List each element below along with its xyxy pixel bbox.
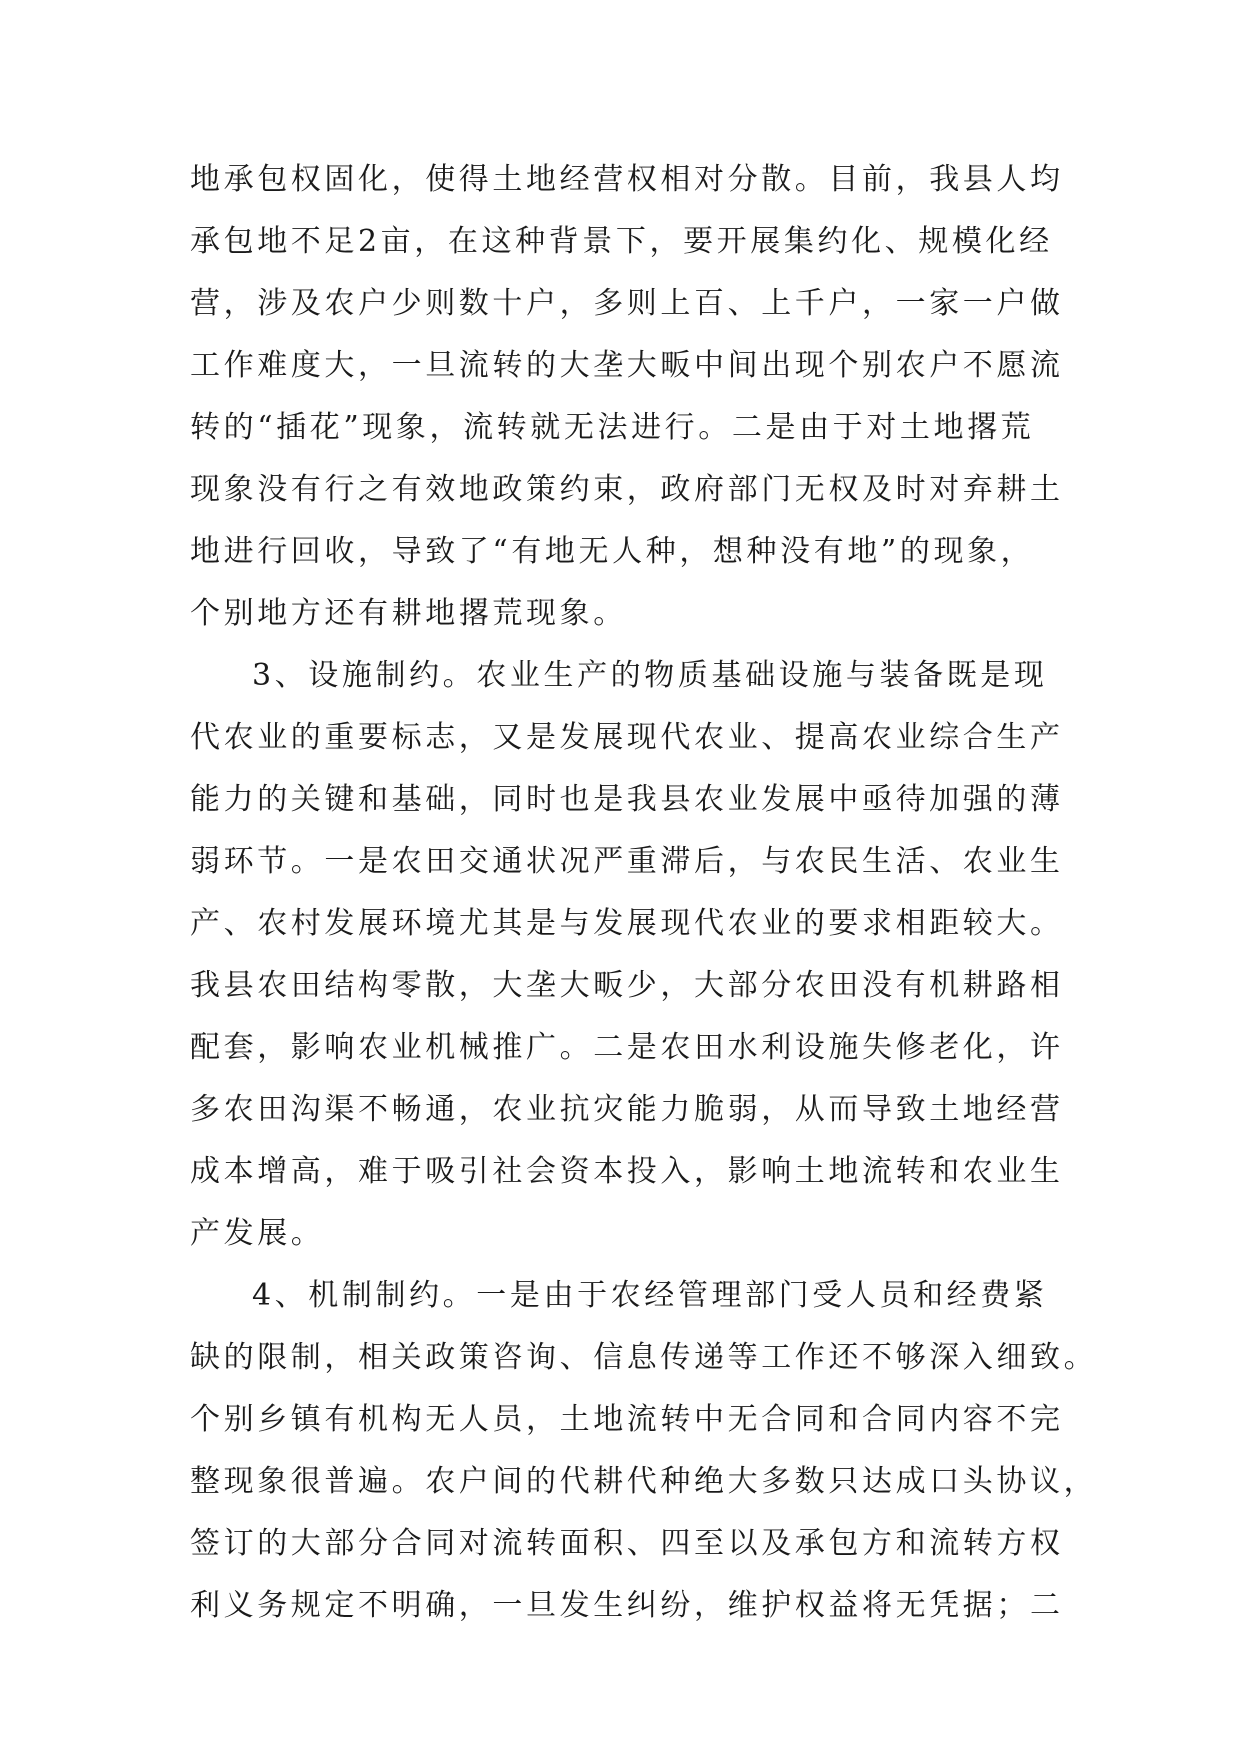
text-line: 现象没有行之有效地政策约束，政府部门无权及时对弃耕土 — [190, 472, 1064, 507]
text-line: 能力的关键和基础，同时也是我县农业发展中亟待加强的薄 — [190, 782, 1064, 817]
text-line: 个别地方还有耕地撂荒现象。 — [190, 596, 627, 631]
text-line: 配套，影响农业机械推广。二是农田水利设施失修老化，许 — [190, 1030, 1064, 1065]
text-line: 整现象很普遍。农户间的代耕代种绝大多数只达成口头协议， — [190, 1464, 1098, 1499]
text-line: 我县农田结构零散，大垄大畈少，大部分农田没有机耕路相 — [190, 968, 1064, 1003]
text-line: 工作难度大，一旦流转的大垄大畈中间出现个别农户不愿流 — [190, 348, 1064, 383]
section-heading-line: 4、机制制约。一是由于农经管理部门受人员和经费紧 — [252, 1278, 1048, 1313]
text-line: 地进行回收，导致了“有地无人种，想种没有地”的现象， — [190, 534, 1035, 569]
text-line: 地承包权固化，使得土地经营权相对分散。目前，我县人均 — [190, 162, 1064, 197]
text-line: 代农业的重要标志，又是发展现代农业、提高农业综合生产 — [190, 720, 1064, 755]
text-line: 弱环节。一是农田交通状况严重滞后，与农民生活、农业生 — [190, 844, 1064, 879]
text-line: 缺的限制，相关政策咨询、信息传递等工作还不够深入细致。 — [190, 1340, 1098, 1375]
text-line: 产、农村发展环境尤其是与发展现代农业的要求相距较大。 — [190, 906, 1064, 941]
text-line: 个别乡镇有机构无人员，土地流转中无合同和合同内容不完 — [190, 1402, 1064, 1437]
text-line: 签订的大部分合同对流转面积、四至以及承包方和流转方权 — [190, 1526, 1064, 1561]
text-line: 产发展。 — [190, 1216, 325, 1251]
text-line: 承包地不足2亩，在这种背景下，要开展集约化、规模化经 — [190, 224, 1053, 259]
text-line: 成本增高，难于吸引社会资本投入，影响土地流转和农业生 — [190, 1154, 1064, 1189]
text-line: 多农田沟渠不畅通，农业抗灾能力脆弱，从而导致土地经营 — [190, 1092, 1064, 1127]
text-line: 转的“插花”现象，流转就无法进行。二是由于对土地撂荒 — [190, 410, 1035, 445]
section-heading-line: 3、设施制约。农业生产的物质基础设施与装备既是现 — [252, 658, 1048, 693]
text-line: 利义务规定不明确，一旦发生纠纷，维护权益将无凭据；二 — [190, 1588, 1064, 1623]
text-line: 营，涉及农户少则数十户，多则上百、上千户，一家一户做 — [190, 286, 1064, 321]
